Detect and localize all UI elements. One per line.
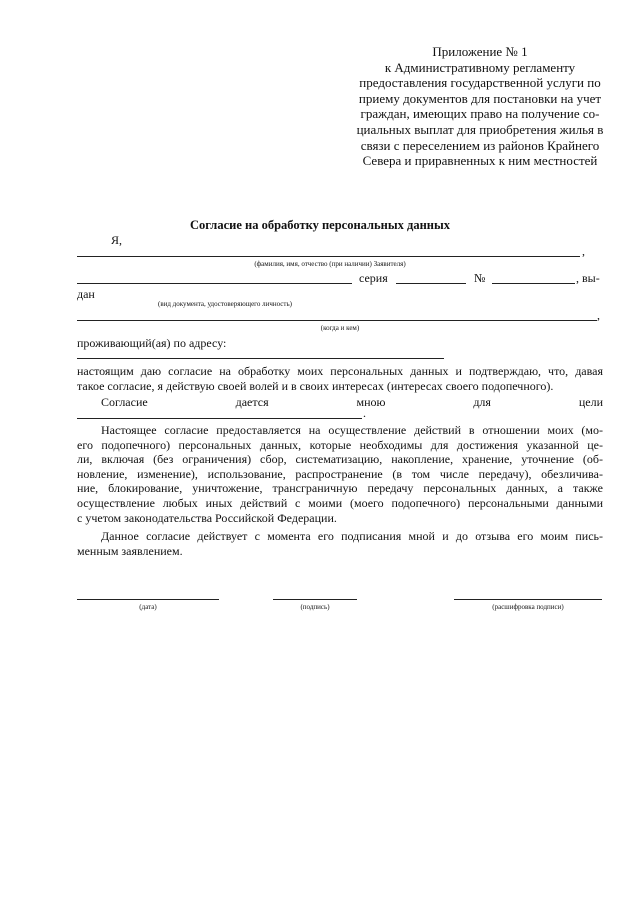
name-blank-line[interactable] xyxy=(77,256,580,257)
appendix-line: Севера и приравненных к ним местностей xyxy=(362,153,598,169)
purpose-word: цели xyxy=(578,395,603,409)
paragraph-line: ние, блокирование, уничтожение, трансграничную передачу персональных данных, а также xyxy=(77,481,603,496)
i-label: Я, xyxy=(111,233,123,247)
appendix-header xyxy=(350,44,610,169)
paragraph-line: новление, изменение), использование, распространение (в том числе передачу), обезличива- xyxy=(77,466,603,481)
document-title: Согласие на обработку персональных данных xyxy=(189,218,450,232)
paragraph-line: менным заявлением. xyxy=(77,543,183,558)
signature-blank-line[interactable] xyxy=(273,599,357,600)
residing-label: проживающий(ая) по адресу: xyxy=(77,336,227,350)
appendix-line: приему документов для постановки на учет xyxy=(358,90,602,106)
purpose-word: для xyxy=(473,395,491,409)
appendix-line: к Административному регламенту xyxy=(384,59,576,75)
purpose-line xyxy=(77,395,603,409)
date-blank-line[interactable] xyxy=(77,599,219,600)
purpose-word: Согласие xyxy=(101,395,148,409)
issued-caption: (когда и кем) xyxy=(320,324,360,332)
number-label: № xyxy=(474,271,486,285)
consent-line: такое согласие, я действую своей волей и в своих интересах (интересах своего подопечного). xyxy=(77,378,554,393)
appendix-line: связи с переселением из районов Крайнего xyxy=(360,137,600,153)
issued-by-blank-line[interactable] xyxy=(77,320,597,321)
issued-comma: , xyxy=(597,308,600,322)
appendix-line: циальных выплат для приобретения жилья в xyxy=(356,121,604,137)
appendix-line: граждан, имеющих право на получение со- xyxy=(360,106,600,122)
signature-caption: (подпись) xyxy=(300,603,330,611)
validity-paragraph xyxy=(77,529,603,558)
decode-blank-line[interactable] xyxy=(454,599,602,600)
paragraph-line: осуществление любых иных действий с моими (моего подопечного) персональными данными xyxy=(77,495,603,510)
paragraph-line: Данное согласие действует с момента его подписания мной и до отзыва его моим пись- xyxy=(101,529,603,543)
consent-line: настоящим даю согласие на обработку моих персональных данных и подтверждаю, что, давая xyxy=(77,364,603,378)
issued-suffix: , вы- xyxy=(576,271,600,285)
paragraph-line: ли, включая (без ограничения) сбор, систематизацию, накопление, хранение, уточнение (об- xyxy=(77,452,603,467)
paragraph-line: Настоящее согласие предоставляется на осуществление действий в отношении моих (мо- xyxy=(101,423,603,437)
address-blank-line[interactable] xyxy=(77,358,444,359)
consent-statement xyxy=(77,364,603,393)
issued-prefix: дан xyxy=(77,287,95,301)
appendix-line: предоставления государственной услуги по xyxy=(359,75,601,91)
paragraph-line: с учетом законодательства Российской Федерации. xyxy=(77,510,337,525)
date-caption: (дата) xyxy=(139,603,157,611)
document-blank-line[interactable] xyxy=(77,283,352,284)
purpose-blank-line[interactable] xyxy=(77,418,362,419)
document-caption: (вид документа, удостоверяющего личность) xyxy=(157,300,292,308)
paragraph-line: его подопечного) персональных данных, которые необходимы для достижения указанной це- xyxy=(77,437,603,452)
appendix-line: Приложение № 1 xyxy=(432,44,528,59)
series-label: серия xyxy=(359,271,388,285)
purpose-word: дается xyxy=(235,395,269,409)
series-blank-line[interactable] xyxy=(396,283,466,284)
name-caption: (фамилия, имя, отчество (при наличии) Заявителя) xyxy=(254,260,406,268)
purpose-dot: . xyxy=(363,406,366,420)
purpose-word: мною xyxy=(356,395,386,409)
decode-caption: (расшифровка подписи) xyxy=(492,603,564,611)
number-blank-line[interactable] xyxy=(492,283,575,284)
name-comma: , xyxy=(582,244,585,258)
consent-scope-paragraph xyxy=(77,423,603,525)
